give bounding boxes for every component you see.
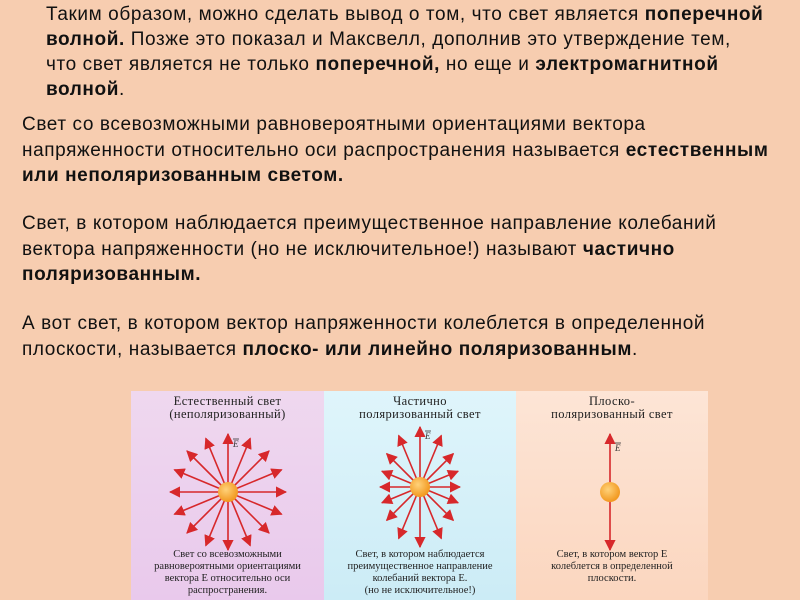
- natural-light-text: Свет со всевозможными равновероятными ориентациями вектора напряженности относительно оси распространения называется: [22, 114, 646, 161]
- panel-natural-caption: [135, 549, 320, 597]
- intro-text-4: .: [119, 79, 125, 100]
- linear-polarized-paragraph: [22, 311, 782, 362]
- panel-partial-caption-line4: (но не исключительное!): [364, 585, 476, 596]
- e-vector-label: E: [615, 443, 621, 453]
- intro-bold-em-wave: электромагнитной волной: [46, 54, 719, 100]
- intro-paragraph: [46, 2, 766, 102]
- panel-natural-caption-line3: вектора E относительно оси: [164, 573, 291, 584]
- panel-natural-caption-line2: равновероятными ориентациями: [154, 561, 301, 572]
- light-source-dot: [600, 482, 620, 502]
- intro-bold-transverse: поперечной,: [315, 54, 440, 75]
- panel-partial-caption-line3: колебаний вектора E.: [372, 573, 468, 584]
- panel-linear-caption: [520, 549, 704, 585]
- panel-partial-title-line2: поляризованный свет: [359, 407, 481, 421]
- panel-natural-caption-line4: распространения.: [187, 585, 268, 596]
- panel-linear-light: [516, 391, 708, 600]
- panel-linear-caption-line1: Свет, в котором вектор E: [556, 549, 668, 560]
- panel-linear-title-line1: Плоско-: [588, 394, 636, 408]
- partial-polarized-paragraph: [22, 211, 782, 288]
- natural-light-paragraph: [22, 112, 782, 189]
- partial-polarized-text: Свет, в котором наблюдается преимущественное направление колебаний вектора напряженности (но не исключительное!) называют: [22, 213, 717, 260]
- panel-natural-title-line2: (неполяризованный): [169, 407, 286, 421]
- intro-bold-transverse-wave: поперечной волной.: [46, 4, 764, 50]
- intro-text-3: но еще и: [439, 54, 536, 75]
- natural-light-term: естественным или неполяризованным светом.: [22, 139, 769, 186]
- light-source-dot: [218, 482, 238, 502]
- panel-partial-caption-line1: Свет, в котором наблюдается: [355, 549, 485, 560]
- e-vector-label: E: [233, 439, 239, 449]
- e-vector-label: E: [425, 431, 431, 441]
- light-source-dot: [410, 477, 430, 497]
- panel-partial-title-line1: Частично: [393, 394, 447, 408]
- panel-partial-caption: [328, 549, 512, 597]
- panel-natural-title-line1: Естественный свет: [173, 394, 282, 408]
- panel-linear-caption-line2: колеблется в определенной: [551, 561, 673, 572]
- panel-linear-title-line2: поляризованный свет: [551, 407, 673, 421]
- panel-partial-light: [324, 391, 516, 600]
- polarization-illustration: [131, 391, 708, 600]
- panel-partial-caption-line2: преимущественное направление: [347, 561, 493, 572]
- intro-text-2: Позже это показал и Максвелл, дополнив это утверждение тем, что свет является не только: [46, 29, 731, 75]
- panel-natural-light: [131, 391, 324, 600]
- partial-polarized-term: частично поляризованным.: [22, 238, 675, 285]
- linear-polarized-text: А вот свет, в котором вектор напряженности колеблется в определенной плоскости, называется: [22, 313, 706, 360]
- panel-linear-caption-line3: плоскости.: [587, 573, 637, 584]
- linear-polarized-term: плоско- или линейно поляризованным: [242, 338, 632, 360]
- intro-text-1: Таким образом, можно сделать вывод о том, что свет является: [46, 4, 645, 25]
- panel-natural-caption-line1: Свет со всевозможными: [173, 549, 282, 560]
- linear-polarized-end: .: [631, 338, 638, 360]
